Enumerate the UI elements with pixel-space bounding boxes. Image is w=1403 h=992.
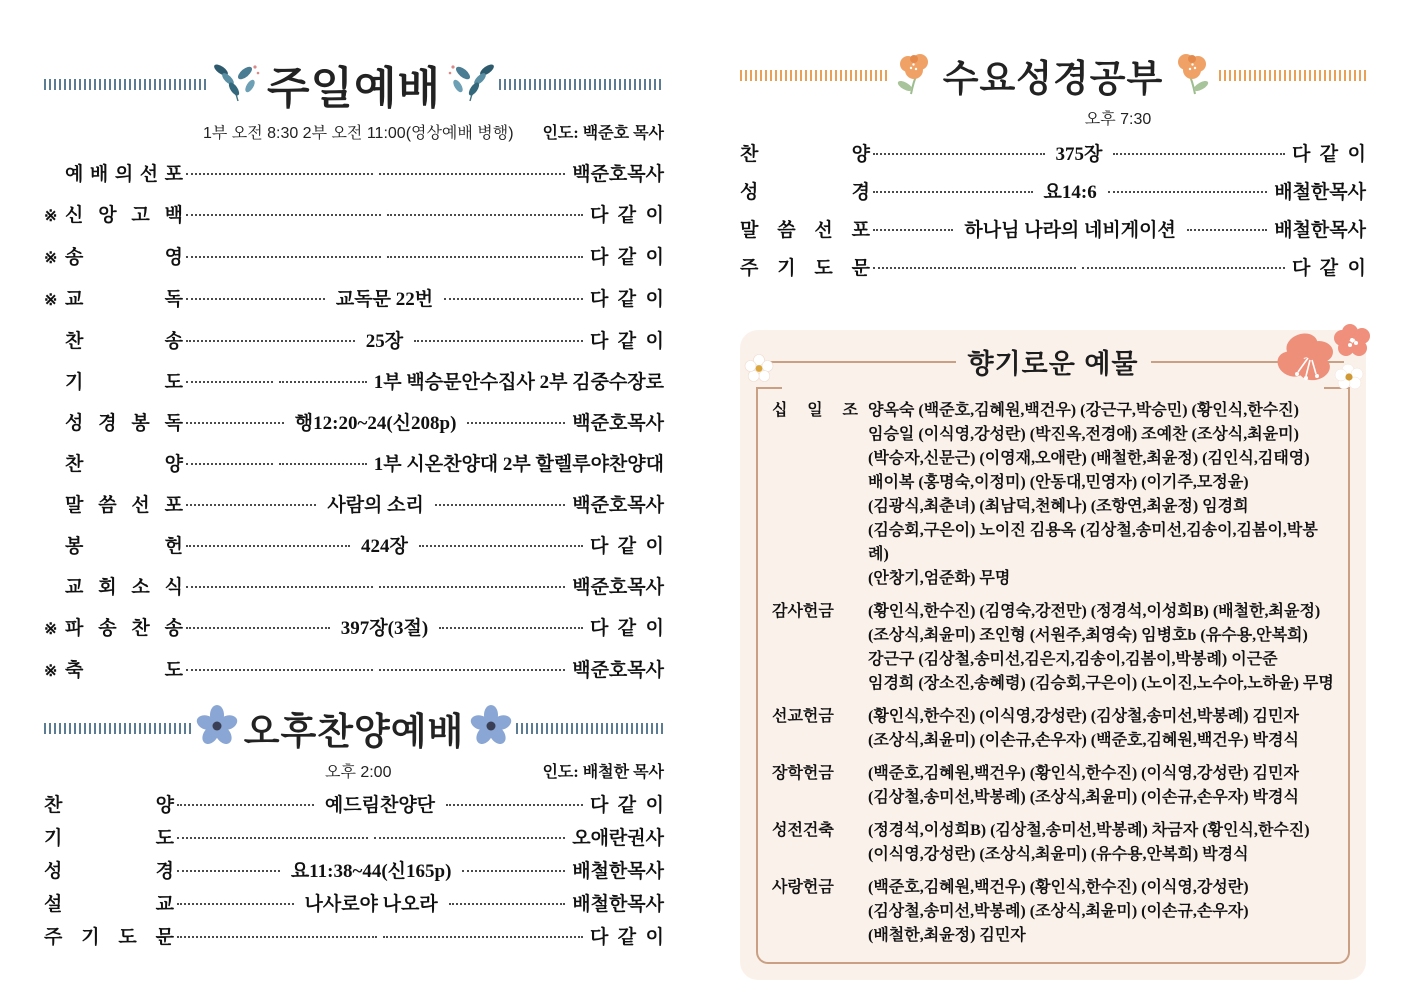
program-item-detail: 행12:20~24(신208p)	[294, 413, 457, 434]
dotted-leader	[419, 545, 583, 547]
offering-names-line: 배이복 (홍명숙,이정미) (안동대,민영자) (이기주,모정윤)	[868, 474, 1249, 491]
title-rule	[762, 361, 956, 363]
wednesday-study-program	[740, 143, 1366, 280]
stand-mark: ※	[44, 292, 58, 309]
offering-names-line: (김상철,송미선,박봉례) (조상식,최윤미) (이손규,손우자) 박경식	[868, 789, 1299, 806]
dotted-leader	[1108, 191, 1268, 193]
program-item-person: 다 같 이	[589, 247, 664, 268]
offering-names-line: (백준호,김혜원,백건우) (황인식,한수진) (이식영,강성란)	[868, 879, 1249, 896]
dotted-leader	[444, 298, 583, 300]
orange-flower-icon	[891, 50, 937, 101]
program-row	[44, 163, 664, 186]
program-row	[44, 330, 664, 353]
dotted-leader	[383, 936, 583, 938]
dotted-leader	[462, 870, 565, 872]
dotted-leader	[446, 804, 583, 806]
dotted-leader	[873, 229, 953, 231]
dotted-leader	[186, 381, 273, 383]
offering-section	[772, 762, 1334, 810]
dotted-leader	[186, 545, 350, 547]
program-row	[44, 794, 664, 817]
program-row	[44, 288, 664, 312]
program-item-detail: 사람의 소리	[327, 495, 424, 516]
dotted-leader	[177, 870, 280, 872]
program-item-detail: 424장	[361, 536, 408, 557]
offering-section-names	[868, 600, 1334, 696]
program-item-label: 예 배 의 선 포	[65, 164, 183, 185]
sunday-service-program	[44, 163, 664, 683]
program-item-label: 교 회 소 식	[65, 577, 183, 598]
program-item-person: 오애란권사	[572, 828, 664, 849]
program-item-detail: 25장	[365, 331, 404, 352]
offering-names-line: (김상철,송미선,박봉례) (조상식,최윤미) (이손규,손우자)	[868, 903, 1249, 920]
program-item-person: 다 같 이	[589, 205, 664, 226]
program-item-label: 주 기 도 문	[44, 927, 174, 948]
program-item-detail: 397장(3절)	[340, 618, 429, 639]
offering-names-line: 강근구 (김상철,송미선,김은지,김송이,김봄이,박봉례) 이근준	[868, 651, 1278, 668]
program-item-person: 1부 시온찬양대 2부 할렐루야찬양대	[373, 454, 664, 475]
dotted-leader	[1082, 267, 1285, 269]
program-item-label: 설 교	[44, 894, 174, 915]
program-item-detail: 교독문 22번	[335, 289, 434, 310]
program-item-person: 다 같 이	[589, 927, 664, 948]
program-row	[44, 827, 664, 850]
sunday-service-header	[44, 52, 664, 116]
dotted-leader	[186, 422, 284, 424]
striped-rule	[516, 723, 664, 734]
dotted-leader	[414, 340, 583, 342]
dotted-leader	[379, 586, 566, 588]
offerings-box	[740, 330, 1366, 980]
offering-names-line: (안창기,엄준화) 무명	[868, 570, 1011, 587]
program-item-label: 송 영	[65, 247, 183, 268]
wednesday-study-header	[740, 48, 1366, 102]
sunday-service-time: 1부 오전 8:30 2부 오전 11:00(영상예배 병행)	[202, 125, 514, 142]
dotted-leader	[873, 191, 1033, 193]
program-row	[44, 535, 664, 558]
offering-names-line: (이식영,강성란) (조상식,최윤미) (유수용,안복희) 박경식	[868, 846, 1249, 863]
afternoon-service-time: 오후 2:00	[324, 764, 392, 781]
program-item-label: 성 경	[740, 182, 870, 203]
dotted-leader	[1187, 229, 1267, 231]
white-flower-icon	[742, 352, 776, 391]
program-item-person: 백준호목사	[572, 413, 665, 434]
program-row	[44, 893, 664, 916]
dotted-leader	[279, 381, 366, 383]
afternoon-service-header	[44, 701, 664, 755]
program-item-label: 봉 헌	[65, 536, 183, 557]
striped-rule	[740, 70, 887, 81]
program-item-label: 찬 양	[65, 454, 183, 475]
program-item-label: 찬 양	[44, 795, 174, 816]
program-item-person: 다 같 이	[589, 795, 664, 816]
dotted-leader	[1113, 153, 1285, 155]
offering-section-label: 사랑헌금	[772, 879, 834, 896]
stand-mark: ※	[44, 250, 58, 267]
offering-names-line: 양옥숙 (백준호,김혜원,백건우) (강근구,박승민) (황인식,한수진)	[868, 402, 1299, 419]
dotted-leader	[387, 214, 582, 216]
program-item-detail: 요14:6	[1043, 182, 1097, 203]
program-item-label: 기 도	[65, 372, 183, 393]
offerings-title: 향기로운 예물	[967, 349, 1139, 379]
program-item-person: 다 같 이	[589, 618, 664, 639]
offering-names-line: 임경희 (장소진,송혜령) (김승회,구은이) (노이진,노수아,노하윤) 무명	[868, 675, 1334, 692]
offerings-frame	[756, 387, 1350, 964]
offering-names-line: (백준호,김혜원,백건우) (황인식,한수진) (이식영,강성란) 김민자	[868, 765, 1299, 782]
program-row	[44, 860, 664, 883]
dotted-leader	[186, 256, 381, 258]
sunday-service-title: 주일예배	[267, 64, 442, 113]
program-row	[44, 617, 664, 641]
program-item-label: 주 기 도 문	[740, 258, 870, 279]
offering-section-names	[868, 399, 1334, 591]
program-row	[44, 453, 664, 476]
offering-section-names	[868, 876, 1334, 948]
program-item-label: 기 도	[44, 828, 174, 849]
blue-flower-icon	[470, 705, 512, 752]
program-item-person: 백준호목사	[572, 577, 664, 598]
program-item-person: 백준호목사	[572, 495, 664, 516]
dotted-leader	[177, 903, 294, 905]
afternoon-service-subtitle-row	[44, 759, 664, 782]
program-row	[44, 926, 664, 949]
afternoon-service-program	[44, 794, 664, 949]
wednesday-study-title: 수요성경공부	[942, 58, 1164, 99]
offerings-title-row	[756, 342, 1350, 387]
program-item-label: 말 씀 선 포	[65, 495, 183, 516]
program-item-detail: 나사로야 나오라	[304, 894, 438, 915]
program-row	[44, 246, 664, 270]
program-item-detail: 요11:38~44(신165p)	[290, 861, 452, 882]
dotted-leader	[186, 669, 373, 671]
program-item-label: 교 독	[65, 289, 183, 310]
afternoon-service-title: 오후찬양예배	[243, 711, 465, 752]
program-row	[44, 659, 664, 683]
program-item-person: 배철한목사	[572, 894, 665, 915]
sunday-service-leader: 인도: 백준호 목사	[542, 125, 664, 142]
coral-flower-cluster-icon	[1264, 316, 1376, 413]
right-column	[740, 48, 1366, 980]
offering-section	[772, 399, 1334, 591]
offering-names-line: (배철한,최윤정) 김민자	[868, 927, 1026, 944]
program-item-person: 백준호목사	[572, 164, 664, 185]
program-row	[740, 219, 1366, 242]
stand-mark: ※	[44, 663, 58, 680]
sunday-service-subtitle-row	[44, 120, 664, 143]
striped-rule	[44, 723, 192, 734]
program-item-label: 신 앙 고 백	[65, 205, 183, 226]
program-item-person: 다 같 이	[1291, 258, 1366, 279]
offering-names-line: (황인식,한수진) (이식영,강성란) (김상철,송미선,박봉례) 김민자	[868, 708, 1299, 725]
program-item-detail: 하나님 나라의 네비게이션	[964, 220, 1176, 241]
offering-names-line: (황인식,한수진) (김영숙,강전만) (정경석,이성희B) (배철한,최윤정)	[868, 603, 1321, 620]
program-item-person: 배철한목사	[572, 861, 664, 882]
program-item-label: 성 경 봉 독	[65, 413, 183, 434]
offering-section	[772, 705, 1334, 753]
program-item-label: 찬 양	[740, 144, 870, 165]
offering-section-label: 장학헌금	[772, 765, 834, 782]
offering-names-line: (박승자,신문근) (이영재,오애란) (배철한,최윤정) (김인식,김태영)	[868, 450, 1310, 467]
dotted-leader	[467, 422, 565, 424]
dotted-leader	[186, 173, 373, 175]
offering-section-label: 성전건축	[772, 822, 834, 839]
dotted-leader	[186, 586, 373, 588]
stand-mark: ※	[44, 621, 58, 638]
program-item-person: 다 같 이	[1291, 144, 1367, 165]
stand-mark: ※	[44, 208, 58, 225]
dotted-leader	[379, 173, 566, 175]
leaf-sprig-icon	[447, 61, 495, 108]
offering-section-label: 선교헌금	[772, 708, 834, 725]
dotted-leader	[186, 504, 316, 506]
program-row	[740, 181, 1366, 204]
wednesday-study-subtitle-row	[740, 106, 1366, 129]
offering-names-line: (조상식,최윤미) (이손규,손우자) (백준호,김혜원,백건우) 박경식	[868, 732, 1299, 749]
leaf-sprig-icon	[213, 61, 261, 108]
program-item-person: 다 같 이	[589, 289, 665, 310]
striped-rule	[1219, 70, 1366, 81]
dotted-leader	[177, 936, 377, 938]
dotted-leader	[379, 669, 566, 671]
offering-names-line: (정경석,이성희B) (김상철,송미선,박봉례) 차금자 (황인식,한수진)	[868, 822, 1310, 839]
dotted-leader	[387, 256, 582, 258]
program-item-label: 파 송 찬 송	[65, 618, 183, 639]
dotted-leader	[873, 267, 1076, 269]
dotted-leader	[186, 627, 330, 629]
dotted-leader	[177, 804, 314, 806]
left-column	[44, 52, 664, 959]
program-item-person: 다 같 이	[589, 536, 665, 557]
dotted-leader	[279, 463, 366, 465]
dotted-leader	[177, 837, 368, 839]
program-item-detail: 375장	[1055, 144, 1103, 165]
program-item-label: 축 도	[65, 660, 183, 681]
program-item-person: 1부 백승문안수집사 2부 김중수장로	[373, 372, 664, 393]
offering-section-names	[868, 819, 1334, 867]
dotted-leader	[186, 463, 273, 465]
dotted-leader	[186, 298, 325, 300]
program-row	[44, 371, 664, 394]
offering-names-line: (조상식,최윤미) 조인형 (서원주,최영숙) 임병호b (유수용,안복희)	[868, 627, 1308, 644]
program-row	[44, 494, 664, 517]
offering-section	[772, 600, 1334, 696]
afternoon-service-leader: 인도: 배철한 목사	[542, 764, 664, 781]
program-item-label: 성 경	[44, 861, 174, 882]
program-item-person: 백준호목사	[572, 660, 664, 681]
program-item-person: 다 같 이	[589, 331, 665, 352]
dotted-leader	[435, 504, 565, 506]
program-item-label: 찬 송	[65, 331, 183, 352]
offering-section-names	[868, 705, 1334, 753]
offering-names-line: (김승회,구은이) 노이진 김용옥 (김상철,송미선,김송이,김봄이,박봉례)	[868, 522, 1318, 563]
dotted-leader	[439, 627, 583, 629]
program-row	[740, 143, 1366, 166]
offering-section-label: 감사헌금	[772, 603, 834, 620]
striped-rule	[499, 79, 664, 90]
program-item-person: 배철한목사	[1274, 182, 1366, 203]
dotted-leader	[186, 214, 381, 216]
offering-section-label: 십 일 조	[772, 402, 858, 419]
program-item-person: 배철한목사	[1274, 220, 1366, 241]
dotted-leader	[449, 903, 566, 905]
offering-names-line: (김광식,최춘녀) (최남덕,천혜나) (조항연,최윤정) 임경희	[868, 498, 1249, 515]
dotted-leader	[186, 340, 355, 342]
program-row	[44, 204, 664, 228]
program-row	[740, 257, 1366, 280]
blue-flower-icon	[196, 705, 238, 752]
offering-names-line: 임승일 (이식영,강성란) (박진옥,전경애) 조예찬 (조상식,최윤미)	[868, 426, 1299, 443]
offering-section-names	[868, 762, 1334, 810]
program-item-detail: 예드림찬양단	[324, 795, 436, 816]
dotted-leader	[873, 153, 1045, 155]
wednesday-study-time: 오후 7:30	[1084, 111, 1152, 128]
program-item-label: 말 씀 선 포	[740, 220, 870, 241]
striped-rule	[44, 79, 209, 90]
program-row	[44, 576, 664, 599]
offering-section	[772, 819, 1334, 867]
program-row	[44, 412, 664, 435]
dotted-leader	[374, 837, 565, 839]
orange-flower-icon	[1169, 50, 1215, 101]
offering-section	[772, 876, 1334, 948]
